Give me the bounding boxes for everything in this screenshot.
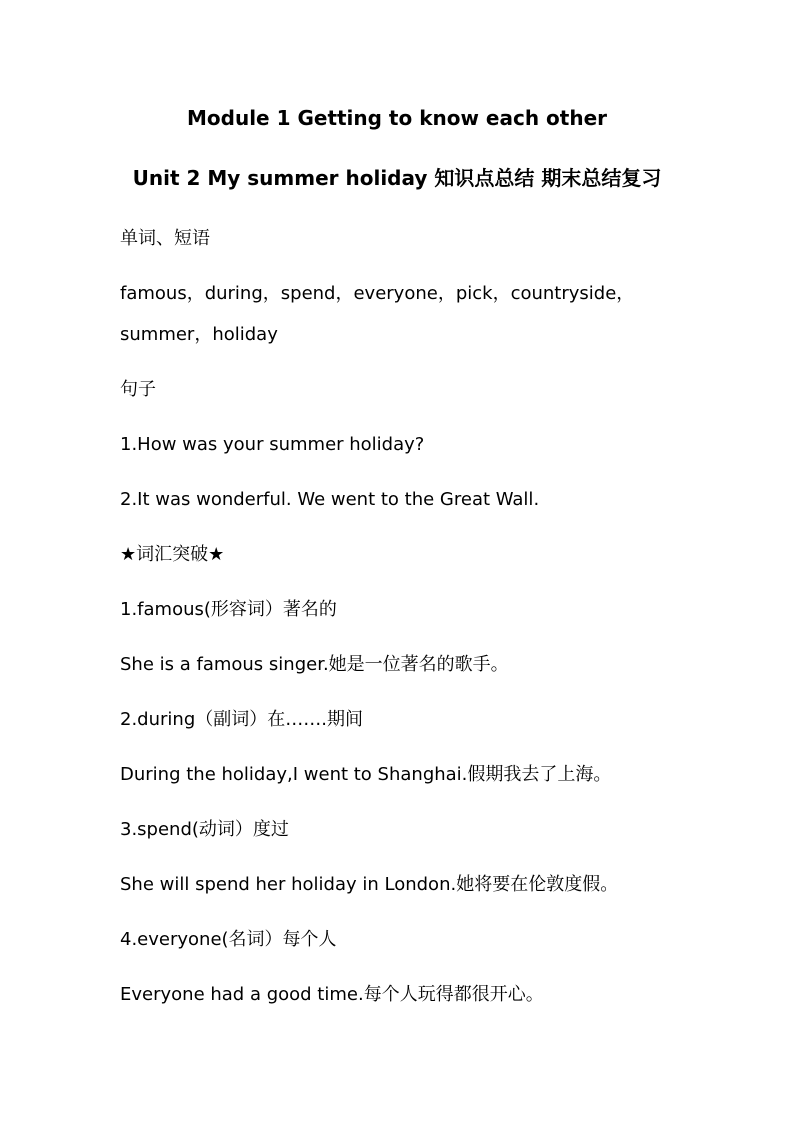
sentence-1: 1.How was your summer holiday? xyxy=(120,434,425,455)
vocab-example-during: During the holiday,I went to Shanghai.假期我去了上海。 xyxy=(120,764,612,785)
word-list-line-1: famous，during，spend，everyone，pick，countryside， xyxy=(120,283,635,304)
vocab-entry-during: 2.during（副词）在…….期间 xyxy=(120,709,363,730)
vocab-example-everyone: Everyone had a good time.每个人玩得都很开心。 xyxy=(120,984,544,1005)
module-title: Module 1 Getting to know each other xyxy=(187,106,607,130)
vocab-entry-everyone: 4.everyone(名词）每个人 xyxy=(120,929,337,950)
section-heading-vocabulary: 单词、短语 xyxy=(120,228,210,249)
section-heading-vocab-breakthrough: ★词汇突破★ xyxy=(120,544,225,565)
vocab-entry-spend: 3.spend(动词）度过 xyxy=(120,819,289,840)
vocab-example-famous: She is a famous singer.她是一位著名的歌手。 xyxy=(120,654,509,675)
sentence-2: 2.It was wonderful. We went to the Great Wall. xyxy=(120,489,540,510)
vocab-example-spend: She will spend her holiday in London.她将要在伦敦度假。 xyxy=(120,874,619,895)
section-heading-sentences: 句子 xyxy=(120,379,156,400)
vocab-entry-famous: 1.famous(形容词）著名的 xyxy=(120,599,337,620)
unit-title: Unit 2 My summer holiday 知识点总结 期末总结复习 xyxy=(132,166,662,190)
word-list-line-2: summer，holiday xyxy=(120,324,278,345)
